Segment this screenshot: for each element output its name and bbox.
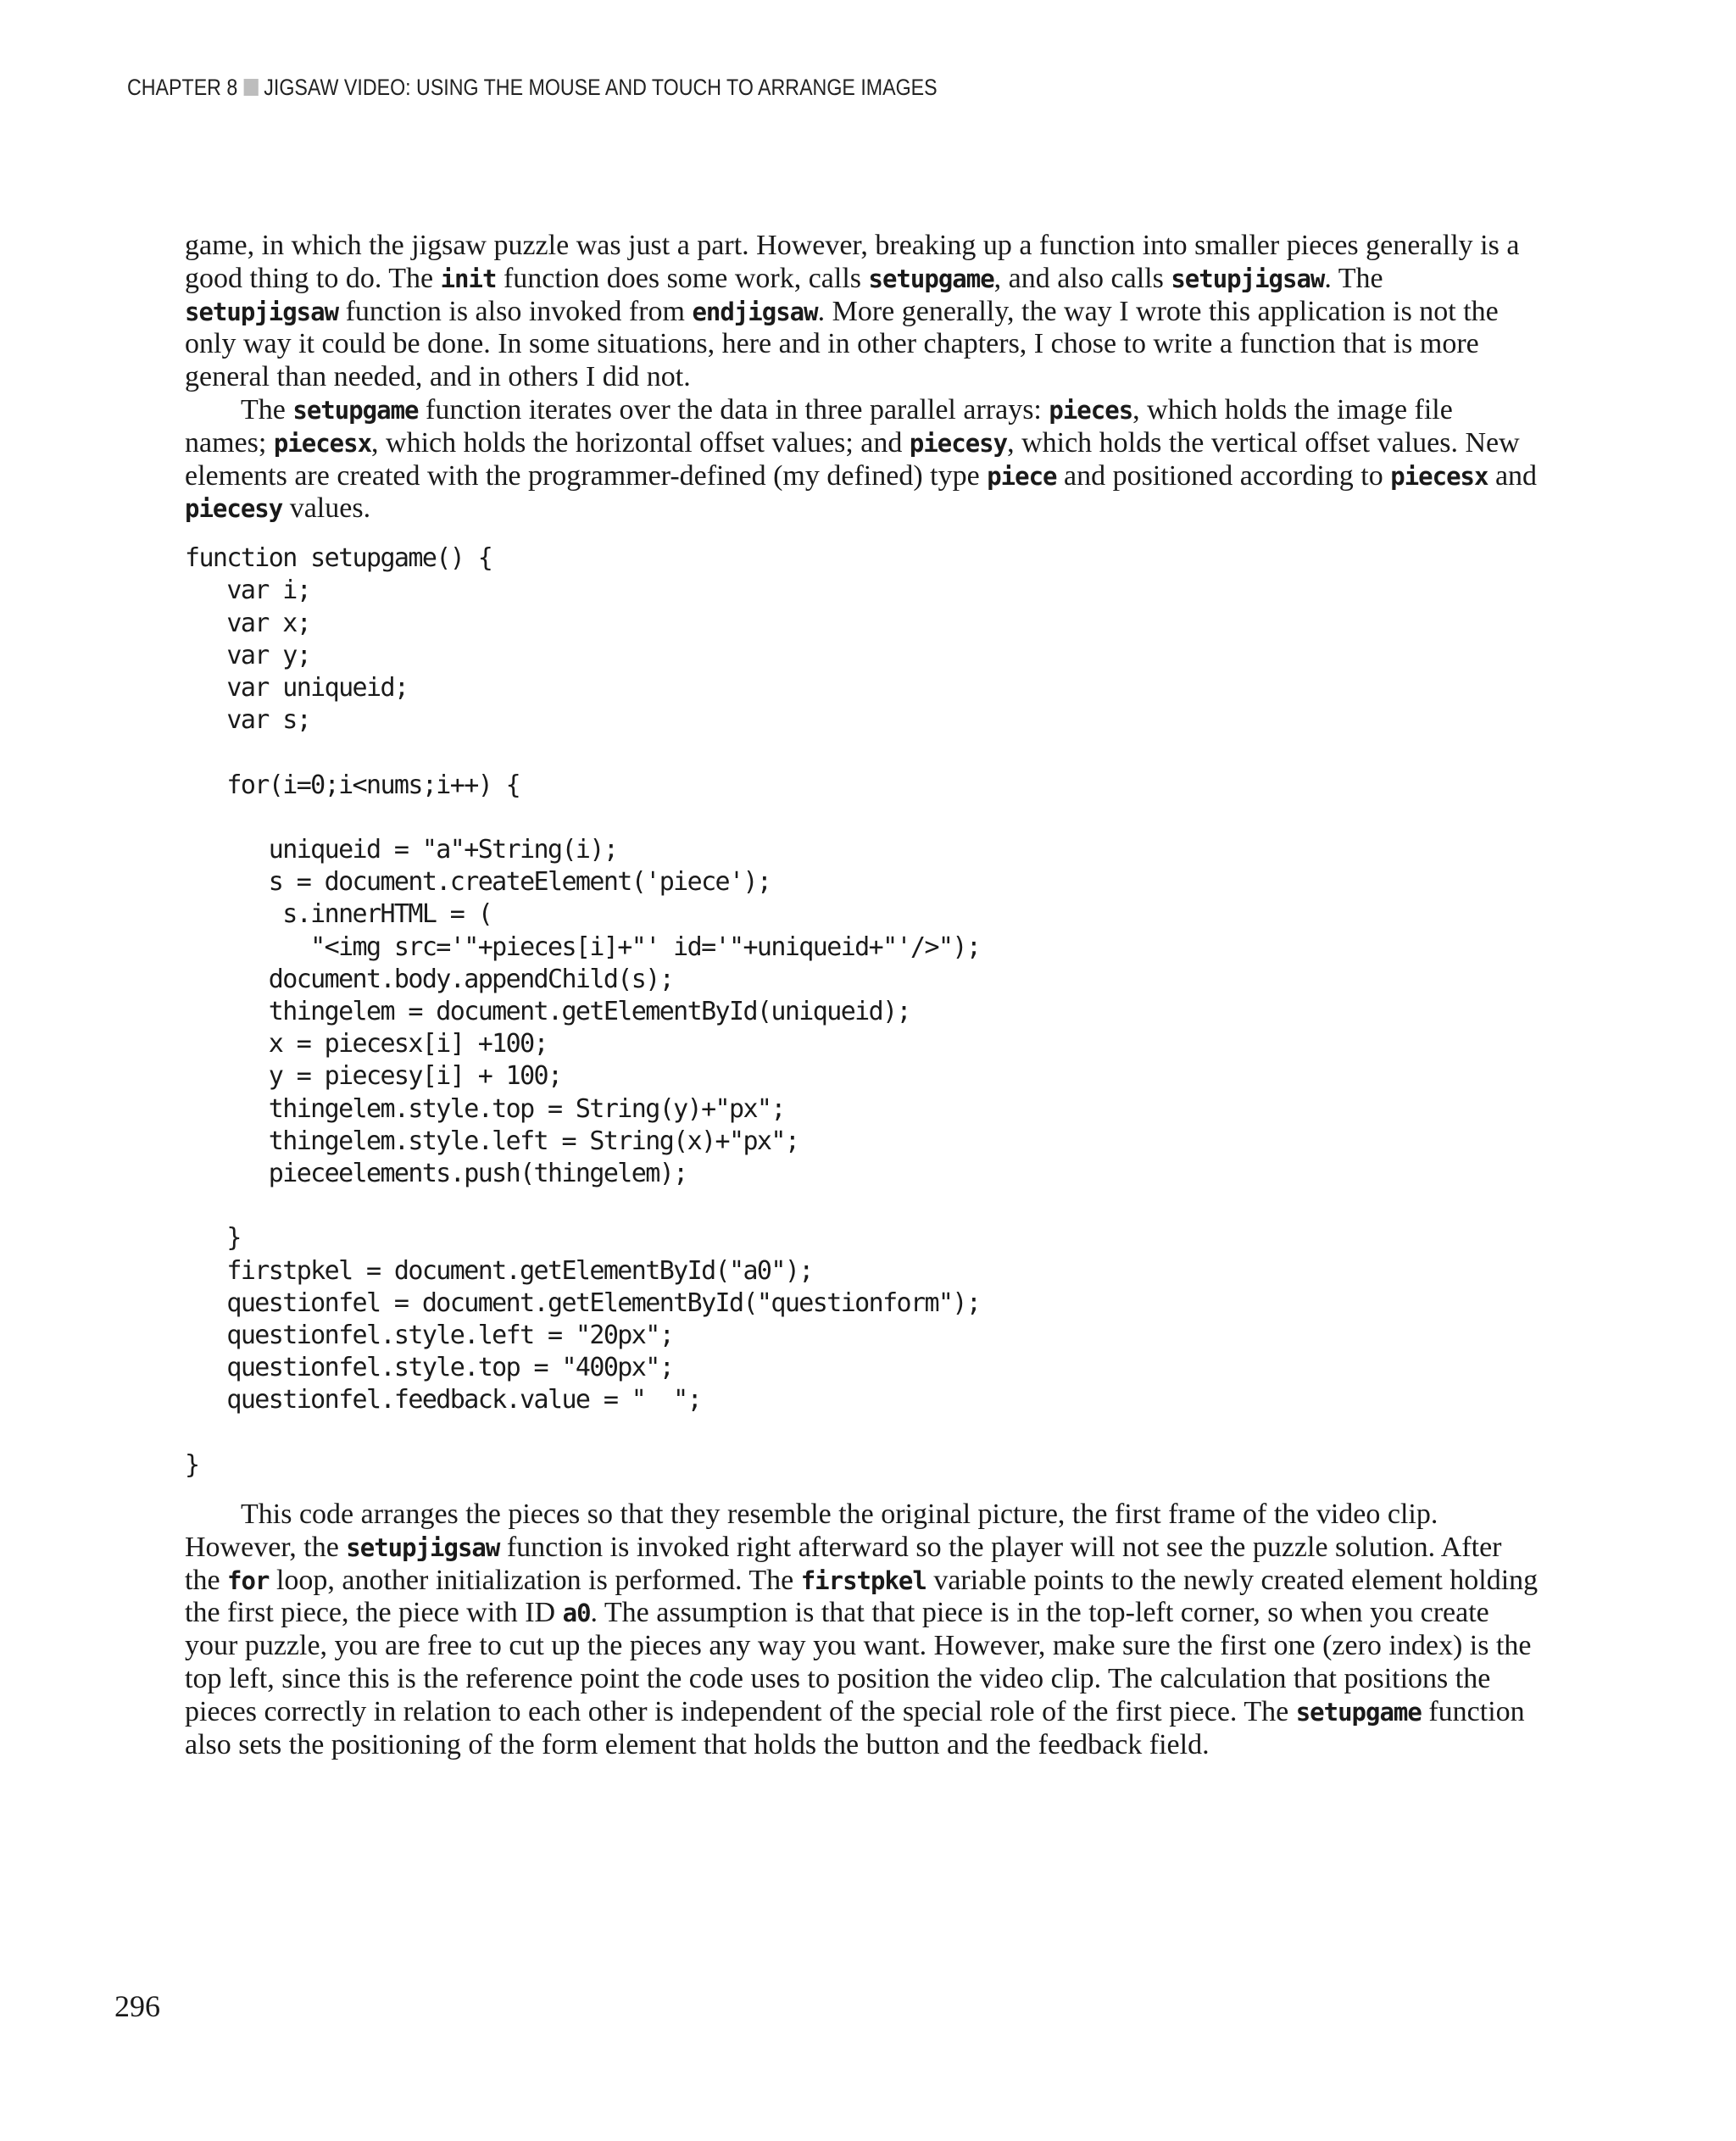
paragraph-text: loop, another initialization is performed. The [269,1564,801,1596]
inline-code: for [227,1565,270,1595]
page-body [185,230,1541,1761]
chapter-title: JIGSAW VIDEO: USING THE MOUSE AND TOUCH TO ARRANGE IMAGES [264,75,938,100]
inline-code: piecesx [273,428,372,458]
paragraph-text: function does some work, calls [496,262,869,294]
paragraph-text: function is invoked right afterward so the player will not see the puzzle solution. After the [185,1531,1502,1596]
paragraph-1 [185,230,1541,394]
inline-code: pieces [1049,395,1133,425]
inline-code: piecesy [909,428,1008,458]
paragraph-text: game, in which the jigsaw puzzle was just a part. However, breaking up a function into smaller pieces generally is a good thing to do. The [185,230,1520,294]
paragraph-text: This code arranges the pieces so that they resemble the original picture, the first frame of the video clip. However, the [185,1499,1438,1563]
chapter-label: CHAPTER 8 [127,75,238,100]
paragraph-3 [185,1499,1541,1761]
inline-code: setupjigsaw [1171,264,1325,293]
inline-code: setupjigsaw [346,1532,500,1562]
inline-code: piecesx [1390,461,1488,491]
inline-code: setupgame [1295,1697,1422,1727]
inline-code: endjigsaw [692,297,818,326]
page-number: 296 [114,1989,160,2023]
paragraph-text: function iterates over the data in three parallel arrays: [418,393,1049,425]
paragraph-text: The [241,393,293,425]
inline-code: setupgame [868,264,994,293]
paragraph-text: . The assumption is that that piece is in the top-left corner, so when you create your puzzle, you are free to cut up the pieces any way you want. However, make sure the first one (zero index) is the top left, since this is the reference point the code uses to position the video clip. The calculation that positions the pieces correctly in relation to each other is independent of the special role of the first piece. The [185,1597,1532,1727]
inline-code: setupjigsaw [185,297,339,326]
inline-code: a0 [562,1599,591,1628]
inline-code: piece [987,461,1057,491]
running-header [127,75,938,101]
paragraph-text: values. [282,492,371,525]
paragraph-2 [185,394,1541,526]
paragraph-text: , which holds the image file names; [185,393,1453,459]
paragraph-text: , and also calls [993,262,1171,294]
paragraph-text: variable points to the newly created element holding the first piece, the piece with ID [185,1564,1538,1629]
paragraph-text: and positioned according to [1056,459,1391,492]
paragraph-text: , which holds the horizontal offset values; and [371,426,910,459]
paragraph-text: and [1488,459,1538,492]
paragraph-text: function is also invoked from [338,295,693,327]
inline-code: firstpkel [800,1565,926,1595]
paragraph-text: . The [1324,262,1383,294]
paragraph-text: . More generally, the way I wrote this application is not the only way it could be done. In some situations, here and in other chapters, I chose to write a function that is more general than needed, and in others I did not. [185,295,1499,393]
inline-code: piecesy [185,494,283,524]
separator-square-icon [243,79,258,96]
inline-code: setupgame [292,395,419,425]
code-listing: function setupgame() { var i; var x; var y; var uniqueid; var s; for(i=0;i<nums;i++) { uniqueid = "a"+String(i); s = document.createElement('piece'); s.innerHTML = ( "<img src='"+pieces[i]+"' id='"+uniqueid+"'/>"); document.body.appendChild(s); thingelem = document.getElementById(uniqueid); x = piecesx[i] +100; y = piecesy[i] + 100; thingelem.style.top = String(y)+"px"; thingelem.style.left = String(x)+"px"; pieceelements.push(thingelem); } firstpkel = document.getElementById("a0"); questionfel = document.getElementById("questionform"); questionfel.style.left = "20px"; questionfel.style.top = "400px"; questionfel.feedback.value = " "; } [185,543,981,1480]
paragraph-text: function also sets the positioning of the form element that holds the button and the feedback field. [185,1695,1525,1760]
inline-code: init [440,264,497,293]
paragraph-text: , which holds the vertical offset values. New elements are created with the programmer-defined (my defined) type [185,426,1520,492]
